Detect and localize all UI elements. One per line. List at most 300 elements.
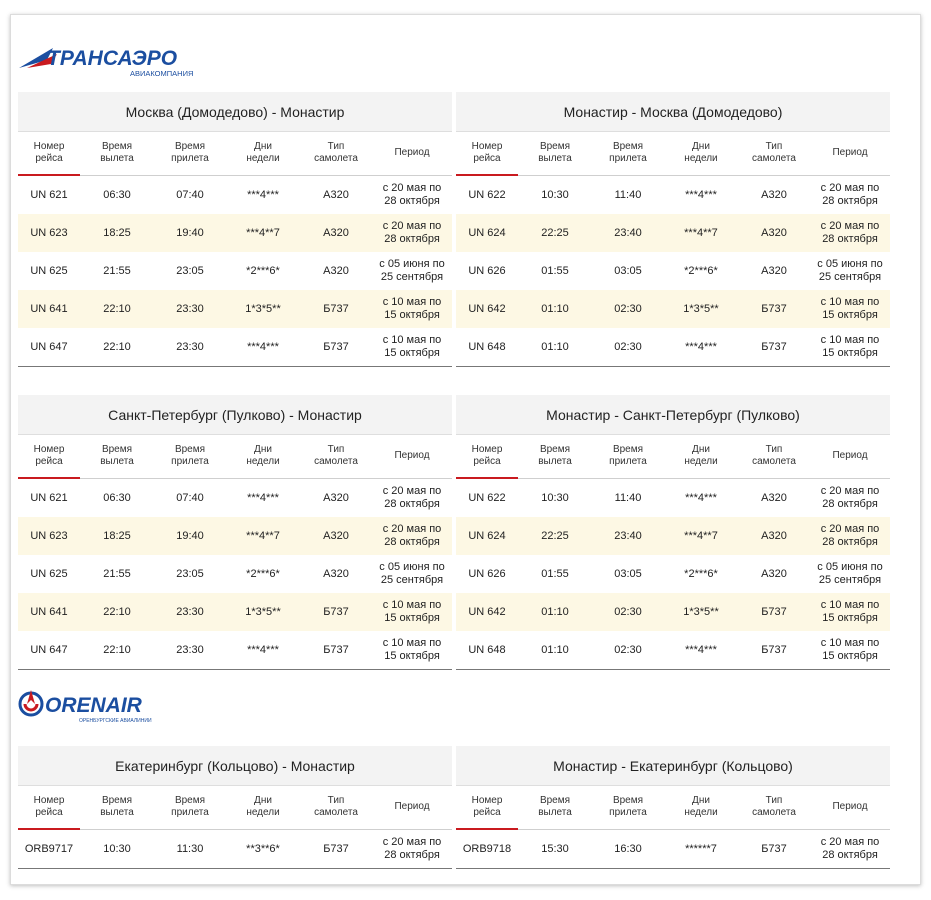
period-line: с 20 мая по: [820, 484, 880, 497]
arrival-time: 19:40: [154, 517, 226, 555]
period: [372, 214, 452, 252]
departure-time: 21:55: [103, 568, 131, 580]
header-line: Время: [174, 141, 206, 153]
period: [810, 214, 890, 252]
header-line: Номер: [471, 444, 503, 455]
header-line: Время: [539, 444, 571, 456]
table-row: [456, 214, 890, 252]
arrival-time: 19:40: [154, 214, 226, 252]
header-line: вылета: [100, 153, 134, 165]
header-line: Дни: [254, 795, 272, 807]
header-arrival: [154, 786, 226, 830]
header-line: вылета: [100, 807, 134, 819]
period-line: с 10 мая по: [820, 334, 880, 346]
period-line: 28 октября: [822, 194, 878, 207]
table-header-row: [18, 786, 452, 830]
departure-time: 18:25: [80, 214, 154, 252]
header-line: Тип: [765, 141, 783, 153]
departure-time: 21:55: [103, 265, 131, 277]
header-period: Период: [810, 132, 890, 176]
header-arrival: [592, 435, 664, 479]
header-line: Тип: [765, 795, 783, 807]
table-row: [456, 175, 890, 214]
header-line: прилета: [171, 456, 209, 468]
header-line: Время: [174, 444, 206, 456]
period: [372, 829, 452, 869]
aircraft-type: A320: [323, 568, 349, 580]
aircraft-type: Б737: [300, 328, 372, 367]
transaero-logo: [17, 30, 207, 80]
aircraft-type: A320: [761, 188, 787, 201]
header-line: вылета: [100, 456, 134, 468]
header-line: вылета: [538, 456, 572, 468]
period-line: 15 октября: [384, 347, 440, 359]
arrival-time: 16:30: [592, 829, 664, 869]
flight-number: UN 621: [30, 492, 68, 504]
flight-number: UN 626: [468, 265, 506, 277]
period-line: с 05 июня по: [379, 258, 445, 270]
aircraft-type: Б737: [300, 829, 372, 869]
header-flight: [456, 132, 518, 176]
header-line: рейса: [35, 153, 63, 164]
period-line: с 20 мая по: [382, 181, 442, 194]
period-line: 25 сентября: [380, 574, 444, 586]
arrival-time: 02:30: [592, 593, 664, 631]
arrival-time: 11:40: [614, 188, 642, 201]
period-line: с 20 мая по: [820, 181, 880, 194]
header-arrival: [154, 435, 226, 479]
arrival-time: 02:30: [592, 290, 664, 328]
period: [372, 517, 452, 555]
header-departure: [518, 132, 592, 176]
days-of-week: ***4***: [685, 491, 717, 504]
aircraft-type: A320: [738, 517, 810, 555]
header-days: [226, 786, 300, 830]
arrival-time: 07:40: [176, 188, 204, 201]
header-line: прилета: [171, 807, 209, 819]
days-of-week: ***4***: [685, 188, 717, 201]
arrival-time: 02:30: [592, 631, 664, 670]
departure-time: 01:10: [518, 631, 592, 670]
days-of-week: ***4***: [664, 328, 738, 367]
period: [372, 290, 452, 328]
header-line: недели: [684, 153, 718, 165]
route-title: Монастир - Екатеринбург (Кольцово): [456, 746, 890, 786]
header-days: [664, 132, 738, 176]
table-row: [456, 290, 890, 328]
period-line: 28 октября: [384, 536, 440, 548]
header-line: прилета: [609, 456, 647, 468]
departure-time: 10:30: [541, 188, 569, 201]
period-line: 15 октября: [384, 309, 440, 321]
header-line: Время: [101, 795, 133, 807]
flight-number: UN 648: [456, 631, 518, 670]
days-of-week: ***4**7: [664, 517, 738, 555]
days-of-week: ***4**7: [226, 214, 300, 252]
departure-time: 22:10: [80, 593, 154, 631]
period: [810, 829, 890, 869]
table-header-row: [456, 435, 890, 479]
header-arrival: [592, 786, 664, 830]
period-line: с 20 мая по: [820, 835, 880, 848]
table-row: [18, 290, 452, 328]
departure-time: 06:30: [103, 491, 131, 504]
aircraft-type: Б737: [300, 631, 372, 670]
ekaterinburg-section: [18, 746, 890, 869]
departure-time: 10:30: [80, 829, 154, 869]
header-line: прилета: [609, 153, 647, 165]
orenair-logo-text: ORENAIR: [45, 694, 142, 717]
table-row: [18, 175, 452, 214]
period-line: 28 октября: [384, 848, 440, 861]
period-line: с 10 мая по: [820, 637, 880, 649]
header-line: прилета: [171, 153, 209, 165]
period-line: 28 октября: [384, 497, 440, 510]
header-line: Время: [101, 141, 133, 153]
period-line: с 10 мая по: [382, 637, 442, 649]
days-of-week: ***4***: [226, 328, 300, 367]
schedule-table: [456, 746, 890, 869]
header-departure: [80, 435, 154, 479]
days-of-week: *2***6*: [684, 568, 718, 580]
arrival-time: 23:30: [154, 328, 226, 367]
header-line: рейса: [35, 807, 63, 818]
schedule-table: [18, 746, 452, 869]
header-line: Дни: [692, 141, 710, 153]
period: [372, 631, 452, 670]
arrival-time: 23:30: [154, 290, 226, 328]
aircraft-type: A320: [323, 265, 349, 277]
departure-time: 15:30: [518, 829, 592, 869]
header-line: Тип: [327, 795, 345, 807]
departure-time: 01:10: [518, 328, 592, 367]
period-line: с 10 мая по: [382, 334, 442, 346]
days-of-week: ***4**7: [226, 517, 300, 555]
arrival-time: 11:40: [614, 491, 642, 504]
table-row: [18, 328, 452, 367]
aircraft-type: A320: [738, 214, 810, 252]
header-line: вылета: [538, 807, 572, 819]
table-header-row: [18, 435, 452, 479]
aircraft-type: Б737: [738, 290, 810, 328]
header-flight: [18, 132, 80, 176]
route-title: Москва (Домодедово) - Монастир: [18, 92, 452, 132]
flight-number: UN 623: [18, 517, 80, 555]
table-row: [456, 631, 890, 670]
header-line: Время: [612, 141, 644, 153]
header-aircraft: [300, 786, 372, 830]
days-of-week: 1*3*5**: [664, 593, 738, 631]
period-line: с 10 мая по: [820, 296, 880, 308]
header-line: недели: [246, 153, 280, 165]
table-row: [18, 252, 452, 290]
table-row: [18, 829, 452, 869]
arrival-time: 02:30: [592, 328, 664, 367]
period-line: 25 сентября: [818, 271, 882, 283]
header-days: [226, 132, 300, 176]
period-line: 28 октября: [822, 536, 878, 548]
period: [810, 517, 890, 555]
table-row: [456, 555, 890, 593]
schedule-table: [18, 92, 452, 367]
table-row: [456, 829, 890, 869]
header-line: Дни: [692, 444, 710, 456]
departure-time: 22:25: [518, 517, 592, 555]
header-line: прилета: [609, 807, 647, 819]
aircraft-type: A320: [761, 491, 787, 504]
header-period: Период: [810, 786, 890, 830]
period-line: с 20 мая по: [382, 523, 442, 535]
days-of-week: ***4***: [247, 491, 279, 504]
departure-time: 01:10: [518, 593, 592, 631]
days-of-week: ***4***: [247, 188, 279, 201]
aircraft-type: Б737: [738, 593, 810, 631]
transaero-logo-subtitle: АВИАКОМПАНИЯ: [130, 69, 194, 78]
departure-time: 18:25: [80, 517, 154, 555]
period-line: 15 октября: [822, 650, 878, 662]
header-aircraft: [738, 132, 810, 176]
header-line: самолета: [752, 807, 796, 819]
header-line: рейса: [473, 456, 501, 467]
period: [810, 175, 890, 214]
header-line: вылета: [538, 153, 572, 165]
aircraft-type: A320: [323, 188, 349, 201]
days-of-week: ***4***: [664, 631, 738, 670]
period-line: с 20 мая по: [382, 835, 442, 848]
period-line: 15 октября: [384, 650, 440, 662]
departure-time: 01:55: [541, 568, 569, 580]
period: [372, 478, 452, 517]
header-departure: [518, 786, 592, 830]
table-header-row: [18, 132, 452, 176]
flight-number: UN 626: [468, 568, 506, 580]
departure-time: 06:30: [103, 188, 131, 201]
header-flight: [18, 435, 80, 479]
period-line: с 05 июня по: [817, 258, 883, 270]
arrival-time: 07:40: [176, 491, 204, 504]
header-line: Номер: [33, 444, 65, 455]
header-line: самолета: [752, 456, 796, 468]
route-title: Санкт-Петербург (Пулково) - Монастир: [18, 395, 452, 435]
period-line: с 05 июня по: [817, 561, 883, 573]
days-of-week: 1*3*5**: [226, 290, 300, 328]
table-header-row: [456, 786, 890, 830]
header-line: рейса: [473, 153, 501, 164]
flight-number: UN 622: [468, 492, 506, 504]
flight-number: UN 647: [18, 631, 80, 670]
period: [810, 328, 890, 367]
table-row: [456, 252, 890, 290]
header-line: Дни: [254, 444, 272, 456]
schedule-table: [456, 92, 890, 367]
aircraft-type: A320: [761, 265, 787, 277]
days-of-week: 1*3*5**: [226, 593, 300, 631]
flight-number: UN 642: [456, 593, 518, 631]
header-line: Время: [539, 795, 571, 807]
arrival-time: 23:40: [592, 214, 664, 252]
period-line: с 10 мая по: [382, 599, 442, 611]
aircraft-type: Б737: [300, 593, 372, 631]
departure-time: 22:10: [80, 328, 154, 367]
days-of-week: *2***6*: [246, 265, 280, 277]
header-line: недели: [246, 807, 280, 819]
route-title: Екатеринбург (Кольцово) - Монастир: [18, 746, 452, 786]
period: [810, 593, 890, 631]
header-flight: [18, 786, 80, 830]
header-line: Время: [174, 795, 206, 807]
flight-number: ORB9718: [456, 829, 518, 869]
table-row: [456, 593, 890, 631]
header-line: Тип: [765, 444, 783, 456]
arrival-time: 03:05: [614, 568, 642, 580]
period-line: с 10 мая по: [820, 599, 880, 611]
header-line: самолета: [314, 456, 358, 468]
flight-number: UN 648: [456, 328, 518, 367]
period-line: 15 октября: [822, 347, 878, 359]
header-departure: [80, 786, 154, 830]
header-line: Дни: [692, 795, 710, 807]
period-line: 25 сентября: [380, 271, 444, 283]
flight-number: UN 624: [456, 214, 518, 252]
departure-time: 22:25: [518, 214, 592, 252]
period: [810, 252, 890, 290]
departure-time: 22:10: [80, 631, 154, 670]
period-line: с 20 мая по: [382, 220, 442, 232]
header-line: рейса: [473, 807, 501, 818]
days-of-week: 1*3*5**: [664, 290, 738, 328]
transaero-logo-text: ТРАНСАЭРО: [47, 47, 178, 70]
header-line: Время: [612, 444, 644, 456]
days-of-week: ******7: [664, 829, 738, 869]
aircraft-type: A320: [323, 491, 349, 504]
period: [372, 593, 452, 631]
header-aircraft: [300, 435, 372, 479]
period: [810, 478, 890, 517]
header-line: Время: [539, 141, 571, 153]
aircraft-type: Б737: [300, 290, 372, 328]
orenair-logo: [17, 682, 217, 728]
aircraft-type: A320: [761, 568, 787, 580]
flight-number: UN 623: [18, 214, 80, 252]
header-line: Номер: [33, 141, 65, 152]
header-line: самолета: [314, 807, 358, 819]
flight-number: UN 622: [468, 189, 506, 201]
orenair-logo-subtitle: ОРЕНБУРГСКИЕ АВИАЛИНИИ: [79, 718, 152, 724]
header-period: Период: [810, 435, 890, 479]
header-period: Период: [372, 786, 452, 830]
header-arrival: [592, 132, 664, 176]
period-line: с 20 мая по: [820, 523, 880, 535]
flight-number: UN 625: [30, 568, 68, 580]
header-days: [226, 435, 300, 479]
flight-number: ORB9717: [18, 829, 80, 869]
header-days: [664, 435, 738, 479]
table-row: [456, 478, 890, 517]
period-line: 28 октября: [822, 497, 878, 510]
header-period: Период: [372, 132, 452, 176]
table-row: [456, 328, 890, 367]
period-line: с 20 мая по: [820, 220, 880, 232]
period: [810, 555, 890, 593]
schedule-table: [456, 395, 890, 670]
aircraft-type: A320: [300, 517, 372, 555]
aircraft-type: A320: [300, 214, 372, 252]
flight-number: UN 641: [18, 593, 80, 631]
aircraft-type: Б737: [738, 829, 810, 869]
header-aircraft: [738, 786, 810, 830]
departure-time: 01:10: [518, 290, 592, 328]
header-line: Время: [612, 795, 644, 807]
header-line: недели: [246, 456, 280, 468]
period: [372, 328, 452, 367]
header-flight: [456, 435, 518, 479]
header-line: недели: [684, 456, 718, 468]
period: [372, 555, 452, 593]
header-days: [664, 786, 738, 830]
flight-number: UN 621: [30, 189, 68, 201]
period: [372, 252, 452, 290]
arrival-time: 23:30: [154, 631, 226, 670]
table-row: [18, 214, 452, 252]
arrival-time: 23:05: [176, 265, 204, 277]
header-departure: [80, 132, 154, 176]
days-of-week: *2***6*: [684, 265, 718, 277]
flight-number: UN 624: [456, 517, 518, 555]
header-line: Тип: [327, 141, 345, 153]
arrival-time: 23:40: [592, 517, 664, 555]
period: [810, 290, 890, 328]
period-line: 15 октября: [384, 612, 440, 624]
header-line: недели: [684, 807, 718, 819]
table-row: [18, 593, 452, 631]
departure-time: 10:30: [541, 491, 569, 504]
flight-number: UN 625: [30, 265, 68, 277]
header-arrival: [154, 132, 226, 176]
period-line: 15 октября: [822, 309, 878, 321]
period-line: с 10 мая по: [382, 296, 442, 308]
flight-number: UN 642: [456, 290, 518, 328]
route-title: Монастир - Санкт-Петербург (Пулково): [456, 395, 890, 435]
header-line: самолета: [752, 153, 796, 165]
table-row: [18, 478, 452, 517]
moscow-section: [18, 92, 890, 367]
table-row: [456, 517, 890, 555]
period-line: с 05 июня по: [379, 561, 445, 573]
days-of-week: **3**6*: [226, 829, 300, 869]
aircraft-type: Б737: [738, 631, 810, 670]
arrival-time: 23:30: [154, 593, 226, 631]
header-aircraft: [300, 132, 372, 176]
departure-time: 01:55: [541, 265, 569, 277]
spb-section: [18, 395, 890, 670]
period-line: 28 октября: [384, 194, 440, 207]
period: [810, 631, 890, 670]
header-aircraft: [738, 435, 810, 479]
flight-number: UN 641: [18, 290, 80, 328]
header-line: Время: [101, 444, 133, 456]
header-line: Дни: [254, 141, 272, 153]
arrival-time: 23:05: [176, 568, 204, 580]
route-title: Монастир - Москва (Домодедово): [456, 92, 890, 132]
days-of-week: ***4***: [226, 631, 300, 670]
header-period: Период: [372, 435, 452, 479]
table-header-row: [456, 132, 890, 176]
header-line: Номер: [33, 795, 65, 806]
period-line: с 20 мая по: [382, 484, 442, 497]
period-line: 28 октября: [384, 233, 440, 245]
period-line: 28 октября: [822, 233, 878, 245]
schedule-table: [18, 395, 452, 670]
